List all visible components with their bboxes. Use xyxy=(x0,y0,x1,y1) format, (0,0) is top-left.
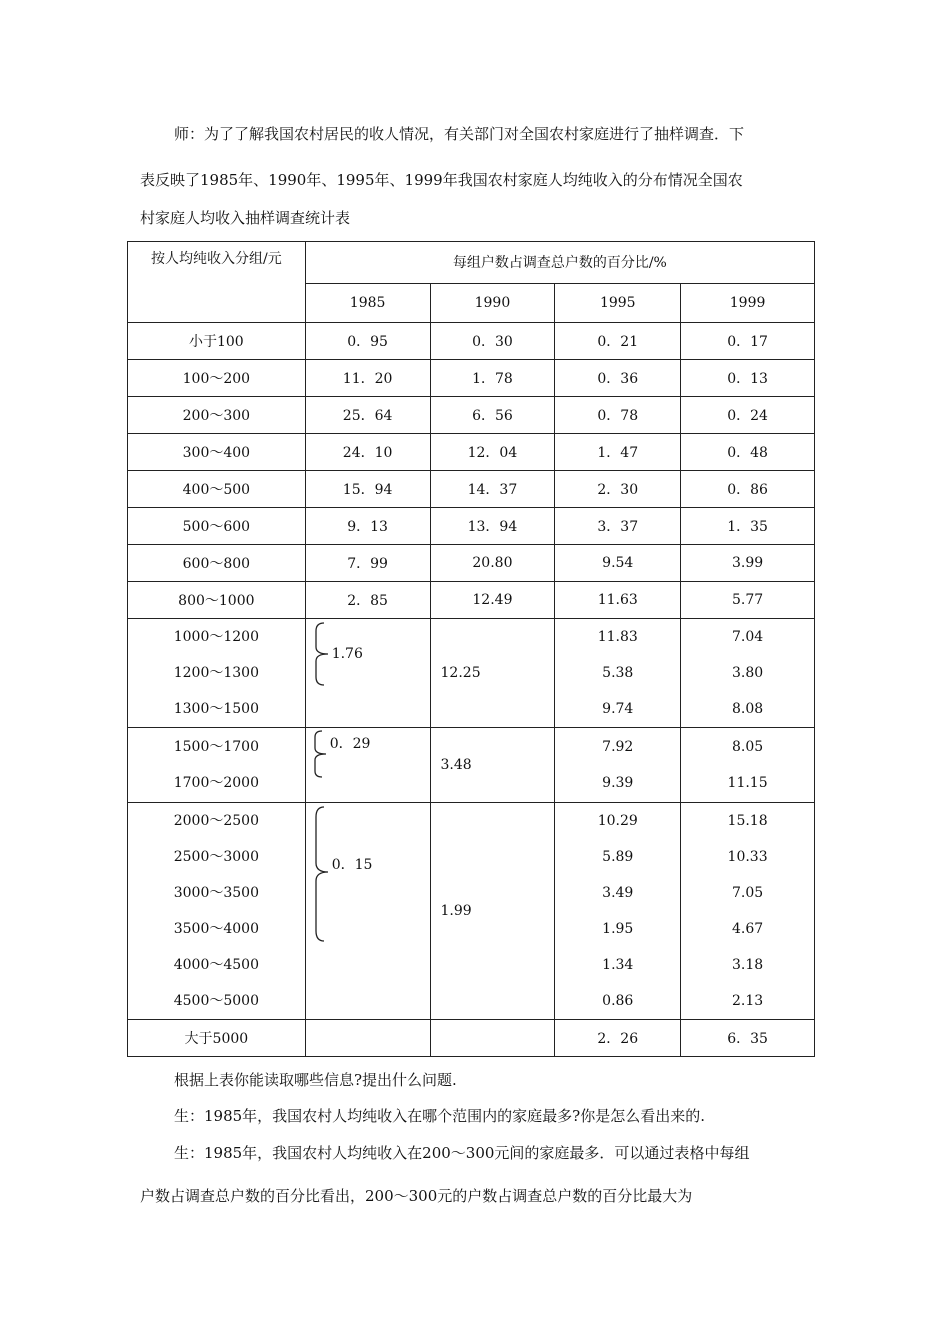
intro-line-2: 表反映了1985年、1990年、1995年、1999年我国农村家庭人均纯收入的分布情况全国农 xyxy=(140,171,743,189)
value: 11.15 xyxy=(727,775,768,791)
value-cell-1995 xyxy=(555,619,681,728)
table-row-last xyxy=(128,1020,815,1057)
row-header-cell: 按人均纯收入分组/元 xyxy=(128,242,306,323)
range-label: 1000～1200 xyxy=(173,629,259,645)
value: 8.05 xyxy=(732,739,764,755)
value: 0．15 xyxy=(331,857,373,873)
value-cell-1985: 9．13 xyxy=(305,508,430,545)
value: 7.04 xyxy=(732,629,764,645)
value-cell-1985: 0．95 xyxy=(305,323,430,360)
simple-rows xyxy=(128,323,815,619)
value-cell-1995: 0．36 xyxy=(555,360,681,397)
value-cell-1995: 2．30 xyxy=(555,471,681,508)
value: 3.49 xyxy=(602,885,634,901)
value-cell-1999: 1．35 xyxy=(681,508,815,545)
value-cell-1990: 6．56 xyxy=(430,397,555,434)
value: 0．29 xyxy=(329,736,371,752)
range-cell: 400～500 xyxy=(128,471,306,508)
value-cell-1999 xyxy=(681,803,815,1020)
value-cell-1985 xyxy=(305,728,430,803)
range-label: 1300～1500 xyxy=(173,701,259,717)
value: 9.39 xyxy=(602,775,634,791)
table-row-group-2 xyxy=(128,728,815,803)
group-header-cell: 每组户数占调查总户数的百分比/% xyxy=(305,242,814,284)
value-cell-1995: 9.54 xyxy=(555,545,681,582)
value-cell-1990: 3.48 xyxy=(430,728,555,803)
value-cell-1995: 11.63 xyxy=(555,582,681,619)
range-label: 2500～3000 xyxy=(173,849,259,865)
value-cell-1995: 3．37 xyxy=(555,508,681,545)
table-row xyxy=(128,508,815,545)
value-cell-1999: 6．35 xyxy=(681,1020,815,1057)
range-cell: 800～1000 xyxy=(128,582,306,619)
value: 3.80 xyxy=(732,665,764,681)
value-cell-1999: 0．24 xyxy=(681,397,815,434)
value-cell-1999: 3.99 xyxy=(681,545,815,582)
value-cell-1995: 1．47 xyxy=(555,434,681,471)
value-cell-1985 xyxy=(305,803,430,1020)
table-row xyxy=(128,471,815,508)
range-label: 1200～1300 xyxy=(173,665,259,681)
value-cell-1990 xyxy=(430,1020,555,1057)
value: 4.67 xyxy=(732,921,764,937)
value: 0.86 xyxy=(602,993,634,1009)
value-cell-1995 xyxy=(555,728,681,803)
year-header: 1985 xyxy=(305,283,430,322)
value-cell-1985 xyxy=(305,619,430,728)
value-cell-1990: 12.49 xyxy=(430,582,555,619)
value: 7.05 xyxy=(732,885,764,901)
range-cell: 大于5000 xyxy=(128,1020,306,1057)
curly-brace-icon xyxy=(312,729,328,779)
value-cell-1990: 20.80 xyxy=(430,545,555,582)
value: 9.74 xyxy=(602,701,634,717)
curly-brace-icon xyxy=(312,805,330,943)
range-cell: 200～300 xyxy=(128,397,306,434)
year-header: 1999 xyxy=(681,283,815,322)
range-label: 1700～2000 xyxy=(173,775,259,791)
intro-line-1: 师：为了了解我国农村居民的收人情况，有关部门对全国农村家庭进行了抽样调查．下 xyxy=(174,125,745,143)
range-cell: 300～400 xyxy=(128,434,306,471)
value-cell-1990: 1.99 xyxy=(430,803,555,1020)
value: 5.38 xyxy=(602,665,634,681)
curly-brace-icon xyxy=(312,621,330,687)
range-cell xyxy=(128,619,306,728)
value-cell-1990: 1．78 xyxy=(430,360,555,397)
value-cell-1995: 0．21 xyxy=(555,323,681,360)
table-row-group-3 xyxy=(128,803,815,1020)
income-statistics-table xyxy=(127,241,815,1057)
student-line-1: 生：1985年，我国农村人均纯收入在哪个范围内的家庭最多?你是怎么看出来的. xyxy=(174,1107,705,1125)
table-row-group-1 xyxy=(128,619,815,728)
value-cell-1999: 0．86 xyxy=(681,471,815,508)
value-cell-1985: 7．99 xyxy=(305,545,430,582)
value: 10.33 xyxy=(727,849,768,865)
table-row xyxy=(128,545,815,582)
value: 1.34 xyxy=(602,957,634,973)
value-cell-1985: 25．64 xyxy=(305,397,430,434)
value-cell-1995: 2．26 xyxy=(555,1020,681,1057)
value-cell-1985: 15．94 xyxy=(305,471,430,508)
range-cell: 500～600 xyxy=(128,508,306,545)
value-cell-1995 xyxy=(555,803,681,1020)
value-cell-1999: 0．48 xyxy=(681,434,815,471)
range-label: 1500～1700 xyxy=(173,739,259,755)
range-label: 3500～4000 xyxy=(173,921,259,937)
value-cell-1985: 11．20 xyxy=(305,360,430,397)
value-cell-1990: 13．94 xyxy=(430,508,555,545)
student-line-2a: 生：1985年，我国农村人均纯收入在200～300元间的家庭最多．可以通过表格中每组 xyxy=(174,1144,750,1162)
value-cell-1985 xyxy=(305,1020,430,1057)
value-cell-1985: 24．10 xyxy=(305,434,430,471)
range-label: 2000～2500 xyxy=(173,813,259,829)
value-cell-1990: 14．37 xyxy=(430,471,555,508)
value: 8.08 xyxy=(732,701,764,717)
value-cell-1999: 5.77 xyxy=(681,582,815,619)
value-cell-1999 xyxy=(681,728,815,803)
table-row xyxy=(128,323,815,360)
value: 1.95 xyxy=(602,921,634,937)
student-line-2b: 户数占调查总户数的百分比看出，200～300元的户数占调查总户数的百分比最大为 xyxy=(140,1187,693,1205)
table-row xyxy=(128,582,815,619)
value-cell-1995: 0．78 xyxy=(555,397,681,434)
value: 1.76 xyxy=(331,646,363,662)
range-cell: 小于100 xyxy=(128,323,306,360)
value: 3.18 xyxy=(732,957,764,973)
value: 11.83 xyxy=(597,629,638,645)
year-header: 1990 xyxy=(430,283,555,322)
question-line: 根据上表你能读取哪些信息?提出什么问题. xyxy=(174,1071,457,1089)
value: 15.18 xyxy=(727,813,768,829)
value-cell-1999: 0．17 xyxy=(681,323,815,360)
table-row xyxy=(128,397,815,434)
range-cell: 600～800 xyxy=(128,545,306,582)
range-label: 4500～5000 xyxy=(173,993,259,1009)
value: 2.13 xyxy=(732,993,764,1009)
range-cell xyxy=(128,803,306,1020)
value-cell-1999 xyxy=(681,619,815,728)
table-row xyxy=(128,434,815,471)
range-cell: 100～200 xyxy=(128,360,306,397)
intro-line-3: 村家庭人均收入抽样调查统计表 xyxy=(140,209,351,227)
value-cell-1985: 2．85 xyxy=(305,582,430,619)
table-row xyxy=(128,360,815,397)
value-cell-1990: 12.25 xyxy=(430,619,555,728)
range-label: 3000～3500 xyxy=(173,885,259,901)
range-label: 4000～4500 xyxy=(173,957,259,973)
value: 7.92 xyxy=(602,739,634,755)
value: 5.89 xyxy=(602,849,634,865)
value: 10.29 xyxy=(597,813,638,829)
value-cell-1990: 0．30 xyxy=(430,323,555,360)
year-header: 1995 xyxy=(555,283,681,322)
range-cell xyxy=(128,728,306,803)
value-cell-1990: 12．04 xyxy=(430,434,555,471)
value-cell-1999: 0．13 xyxy=(681,360,815,397)
